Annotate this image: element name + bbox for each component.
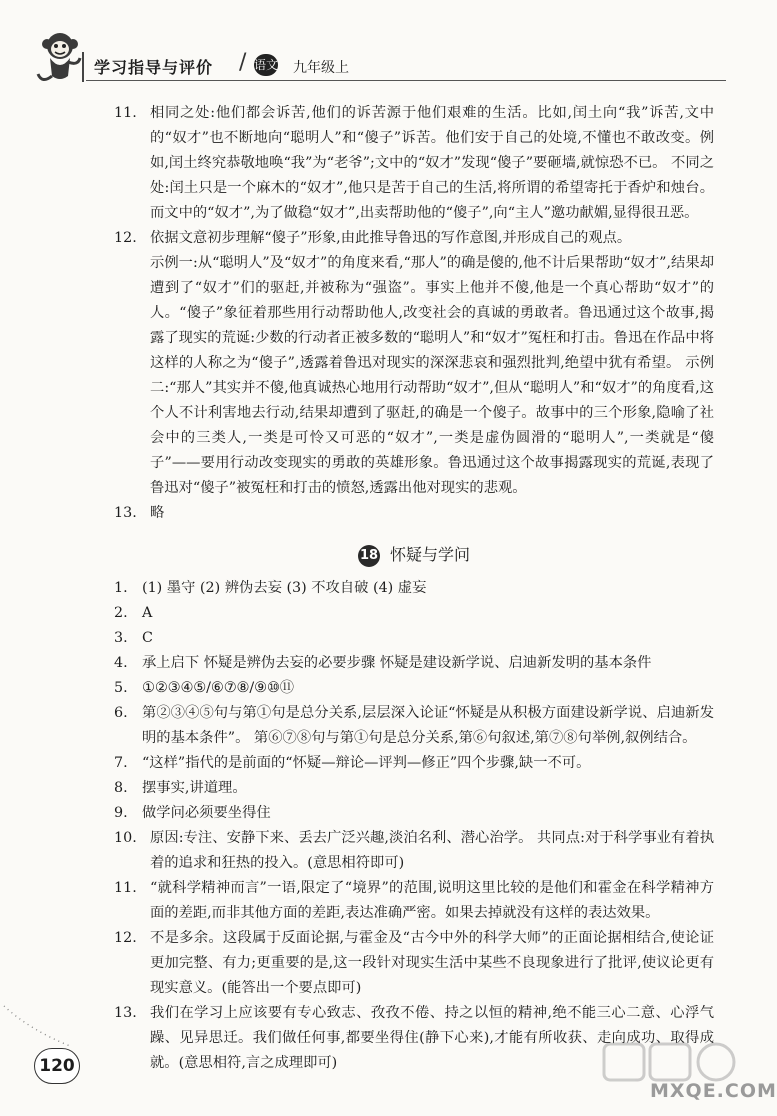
answer-number: 4. <box>114 655 128 671</box>
answer-text: ①②③④⑤/⑥⑦⑧/⑨⑩⑪ <box>142 680 295 696</box>
section-18-answers <box>114 576 714 1076</box>
answer-text: 原因:专注、安静下来、丢去广泛兴趣,淡泊名利、潜心治学。 共同点:对于科学事业有着执着的追求和狂热的投入。(意思相符即可) <box>150 830 714 871</box>
book-title: 学习指导与评价 <box>94 58 214 77</box>
answer-text: “这样”指代的是前面的“怀疑—辩论—评判—修正”四个步骤,缺一不可。 <box>142 755 591 771</box>
section-title <box>114 540 714 570</box>
answer-number: 11. <box>114 105 137 121</box>
page-header <box>36 18 716 90</box>
answer-item <box>114 876 714 926</box>
header-rule <box>86 80 726 81</box>
answer-text: 承上启下 怀疑是辨伪去妄的必要步骤 怀疑是建设新学说、启迪新发明的基本条件 <box>142 655 652 671</box>
answer-item <box>114 226 714 251</box>
answer-text: 做学问必须要坐得住 <box>142 805 271 821</box>
answer-number: 12. <box>114 930 137 946</box>
answer-number: 8. <box>114 780 128 796</box>
answer-text: (1) 墨守 (2) 辨伪去妄 (3) 不攻自破 (4) 虚妄 <box>142 580 427 596</box>
subject-badge: 语文 <box>254 54 278 76</box>
page-number-block <box>22 1040 84 1090</box>
answer-item <box>114 926 714 1001</box>
answer-item <box>114 676 714 701</box>
answer-item <box>114 576 714 601</box>
answer-item <box>114 101 714 226</box>
answer-number: 2. <box>114 605 128 621</box>
section-number-badge: 18 <box>358 545 380 567</box>
answer-number: 9. <box>114 805 128 821</box>
answer-item <box>114 751 714 776</box>
answer-item <box>114 601 714 626</box>
answer-text: 依据文意初步理解“傻子”形象,由此推导鲁迅的写作意图,并形成自己的观点。 <box>150 230 632 246</box>
answer-text: 第②③④⑤句与第①句是总分关系,层层深入论证“怀疑是从积极方面建设新学说、启迪新发明的基本条件”。 第⑥⑦⑧句与第①句是总分关系,第⑥句叙述,第⑦⑧句举例,叙例结合。 <box>142 705 714 746</box>
answer-number: 13. <box>114 1005 137 1021</box>
answer-text: C <box>142 630 153 646</box>
answer-number: 3. <box>114 630 128 646</box>
answer-text: 摆事实,讲道理。 <box>142 780 247 796</box>
answer-text: “就科学精神而言”一语,限定了“境界”的范围,说明这里比较的是他们和霍金在科学精神方面的差距,而非其他方面的差距,表达准确严密。如果去掉就没有这样的表达效果。 <box>150 880 714 921</box>
monkey-mascot-icon <box>36 28 84 88</box>
answer-item <box>114 826 714 876</box>
header-slash: / <box>239 50 247 75</box>
answer-item <box>114 251 714 501</box>
watermark-text: MXQE.COM <box>650 1080 777 1102</box>
answer-item <box>114 651 714 676</box>
answer-item <box>114 501 714 526</box>
answer-item <box>114 701 714 751</box>
section-17-answers <box>114 101 714 526</box>
answer-text: 示例一:从“聪明人”及“奴才”的角度来看,“那人”的确是傻的,他不计后果帮助“奴才”,结果却遭到了“奴才”们的驱赶,并被称为“强盗”。事实上他并不傻,他是一个真心帮助“奴才”的人。“傻子”象征着那些用行动帮助他人,改变社会的真诚的勇敢者。鲁迅通过这个故事,揭露了现实的荒诞:少数的行动者正被多数的“聪明人”和“奴才”冤枉和打击。鲁迅在作品中将这样的人称之为“傻子”,透露着鲁迅对现实的深深悲哀和强烈批判,绝望中犹有希望。 示例二:“那人”其实并不傻,他真诚热心地用行动帮助“奴才”,但从“聪明人”和“奴才”的角度看,这个人不计利害地去行动,结果却遭到了驱赶,的确是一个傻子。故事中的三个形象,隐喻了社会中的三类人,一类是可怜又可恶的“奴才”,一类是虚伪圆滑的“聪明人”,一类就是“傻子”——要用行动改变现实的勇敢的英雄形象。鲁迅通过这个故事揭露现实的荒诞,表现了鲁迅对“傻子”被冤枉和打击的愤怒,透露出他对现实的悲观。 <box>150 255 714 496</box>
answer-content <box>114 101 714 1076</box>
answer-number: 6. <box>114 705 128 721</box>
answer-number: 12. <box>114 230 137 246</box>
answer-item <box>114 801 714 826</box>
answer-number: 7. <box>114 755 128 771</box>
header-divider <box>82 52 84 82</box>
answer-text: 略 <box>150 505 165 521</box>
answer-number: 11. <box>114 880 137 896</box>
answer-text: 相同之处:他们都会诉苦,他们的诉苦源于他们艰难的生活。比如,闰土向“我”诉苦,文中的“奴才”也不断地向“聪明人”和“傻子”诉苦。他们安于自己的处境,不懂也不敢改变。例如,闰土终究恭敬地唤“我”为“老爷”;文中的“奴才”发现“傻子”要砸墙,就惊恐不已。 不同之处:闰土只是一个麻木的“奴才”,他只是苦于自己的生活,将所谓的希望寄托于香炉和烛台。而文中的“奴才”,为了做稳“奴才”,出卖帮助他的“傻子”,向“主人”邀功献媚,显得很丑恶。 <box>150 105 714 221</box>
answer-text: 我们在学习上应该要有专心致志、孜孜不倦、持之以恒的精神,绝不能三心二意、心浮气躁、见异思迁。我们做任何事,都要坐得住(静下心来),才能有所收获、走向成功、取得成就。(意思相符,言之成理即可) <box>150 1005 714 1071</box>
page-number: 120 <box>34 1048 80 1084</box>
answer-text: A <box>142 605 153 621</box>
answer-number: 10. <box>114 830 137 846</box>
answer-number: 5. <box>114 680 128 696</box>
grade-label: 九年级上 <box>293 60 349 76</box>
answer-number: 13. <box>114 505 137 521</box>
answer-number: 1. <box>114 580 128 596</box>
answer-item <box>114 626 714 651</box>
section-title-text: 怀疑与学问 <box>389 545 470 564</box>
answer-text: 不是多余。这段属于反面论据,与霍金及“古今中外的科学大师”的正面论据相结合,使论证更加完整、有力;更重要的是,这一段针对现实生活中某些不良现象进行了批评,使议论更有现实意义。(能答出一个要点即可) <box>150 930 714 996</box>
answer-item <box>114 776 714 801</box>
